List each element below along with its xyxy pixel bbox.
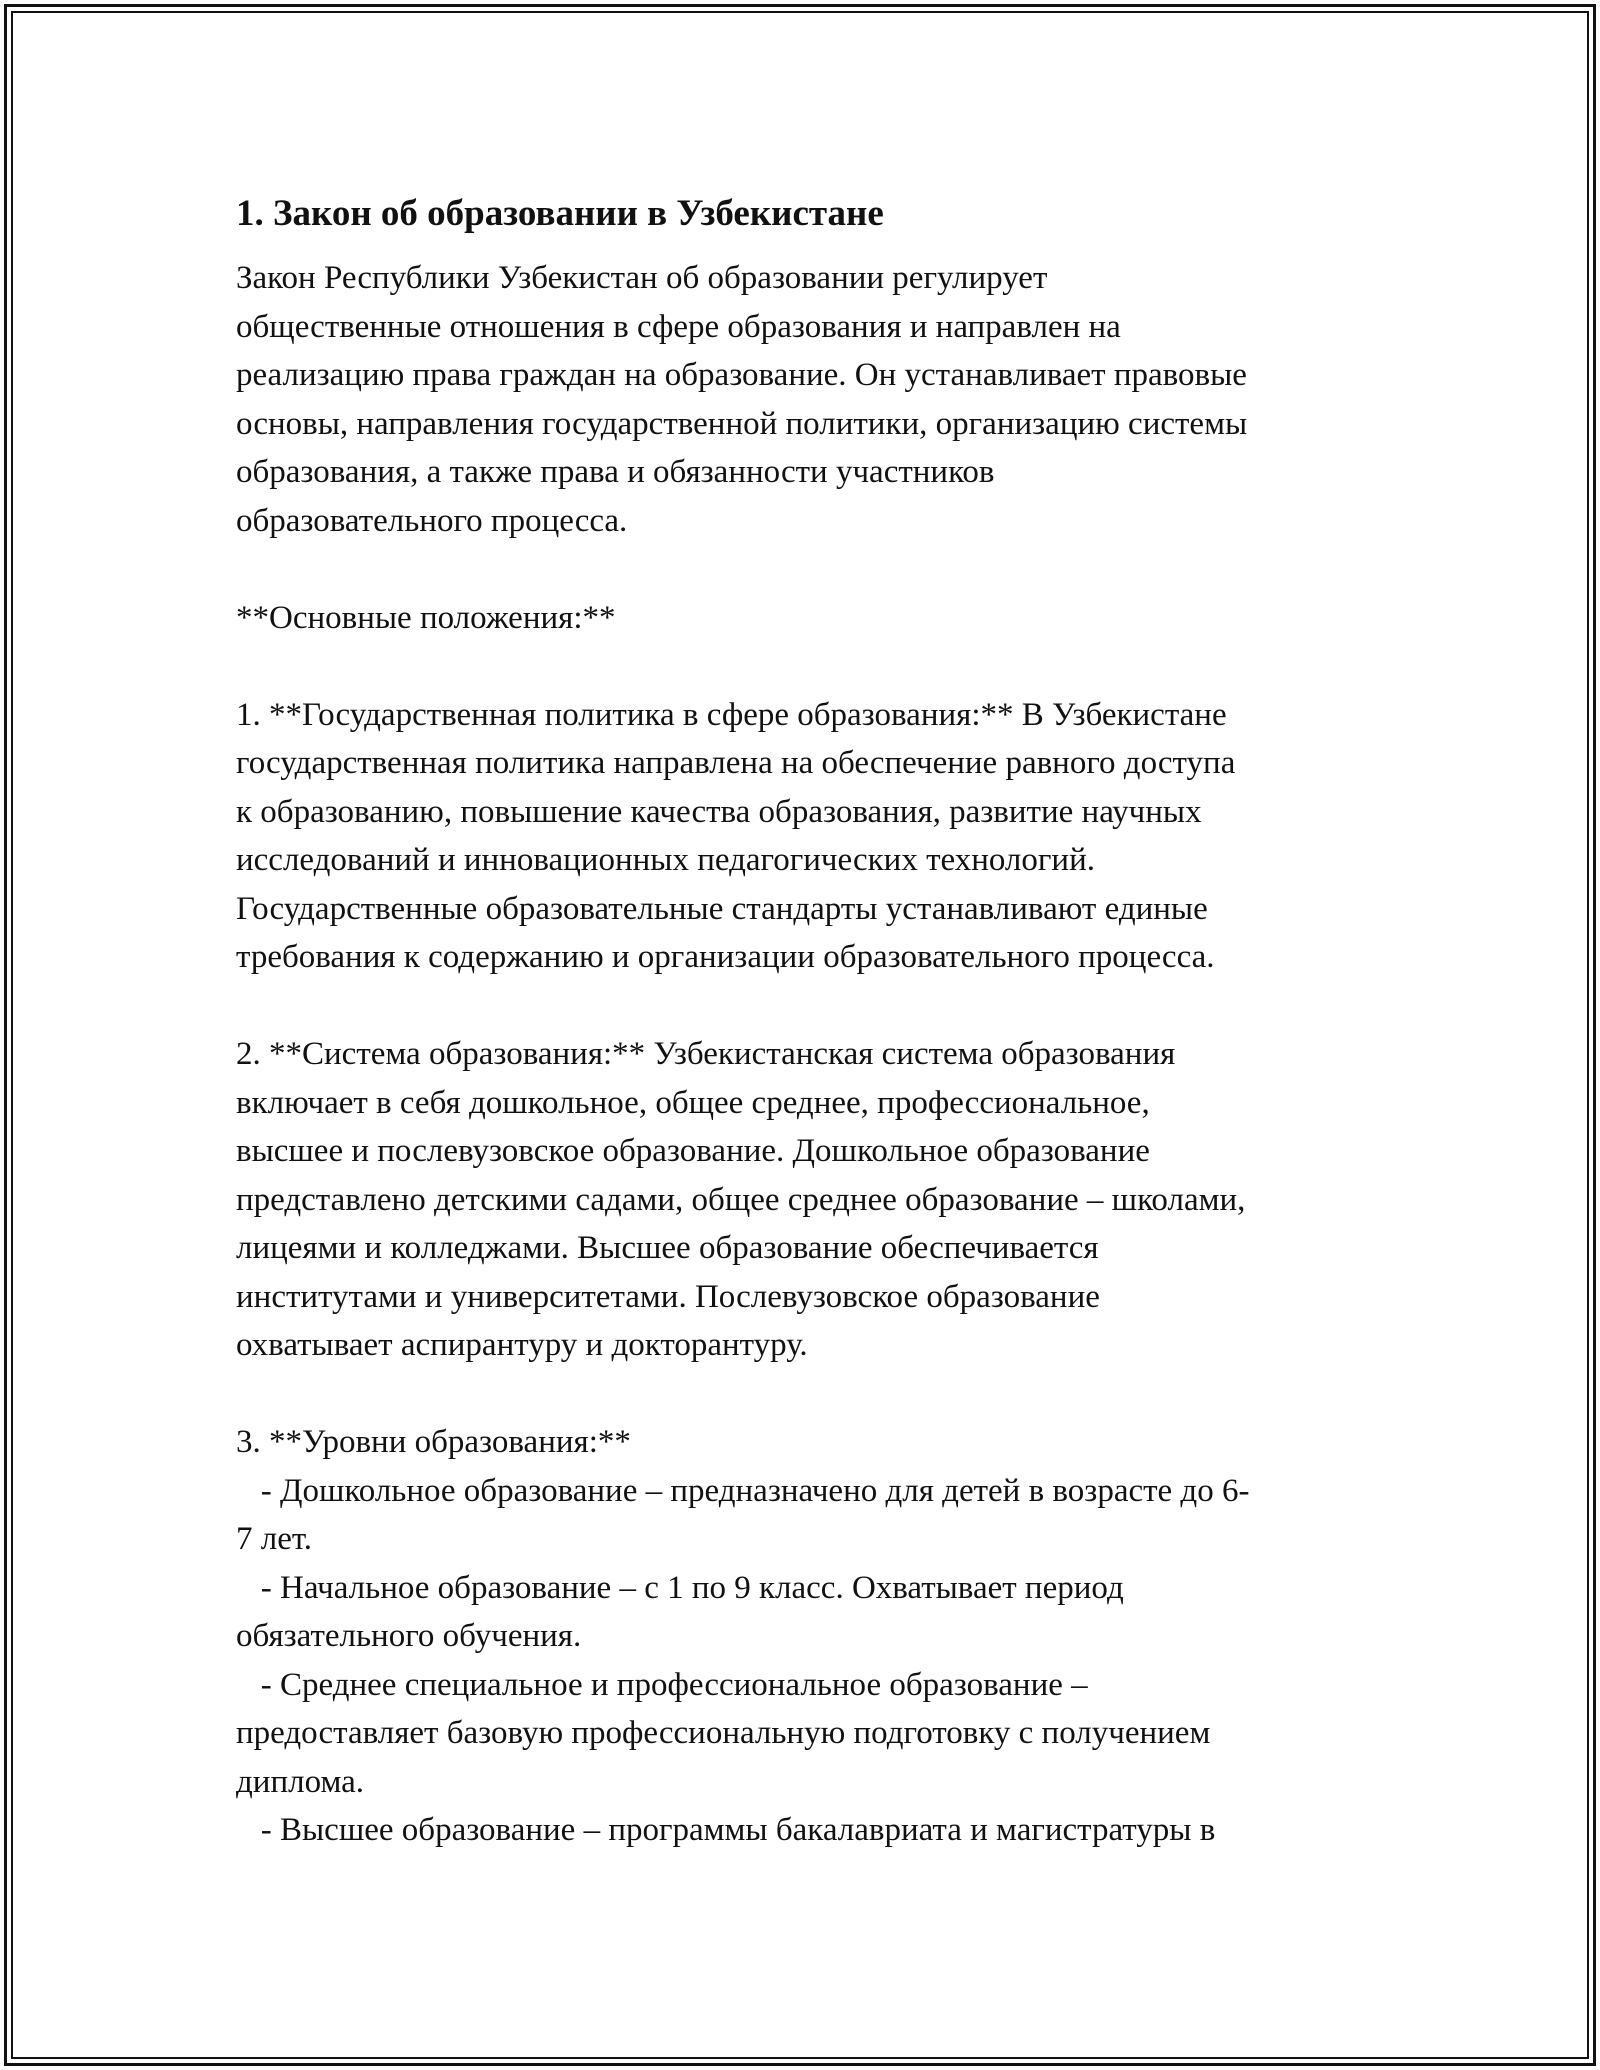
text-line: высшее и послевузовское образование. Дошкольное образование bbox=[236, 1133, 1150, 1169]
list-item-line: - Высшее образование – программы бакалавриата и магистратуры в bbox=[236, 1812, 1216, 1848]
text-line: диплома. bbox=[236, 1763, 365, 1800]
text-line: образования, а также права и обязанности участников bbox=[236, 454, 995, 490]
text-line: 3. **Уровни образования:** bbox=[236, 1424, 631, 1460]
text-line: Государственные образовательные стандарты устанавливают единые bbox=[236, 890, 1208, 927]
text-line: лицеями и колледжами. Высшее образование обеспечивается bbox=[236, 1230, 1099, 1266]
text-line: Закон Республики Узбекистан об образовании регулирует bbox=[236, 260, 1048, 296]
intro-paragraph bbox=[236, 254, 1386, 545]
text-line: 1. **Государственная политика в сфере образования:** В Узбекистане bbox=[236, 696, 1227, 733]
main-provisions-label: **Основные положения:** bbox=[236, 599, 616, 636]
text-line: 2. **Система образования:** Узбекистанская система образования bbox=[236, 1036, 1176, 1072]
point-3-paragraph bbox=[236, 1418, 1386, 1855]
text-line: институтами и университетами. Послевузовское образование bbox=[236, 1278, 1100, 1315]
text-line: общественные отношения в сфере образования и направлен на bbox=[236, 308, 1121, 345]
text-line: предоставляет базовую профессиональную подготовку с получением bbox=[236, 1715, 1211, 1751]
list-item-line: - Дошкольное образование – предназначено для детей в возрасте до 6- bbox=[236, 1472, 1250, 1509]
text-line: основы, направления государственной политики, организацию системы bbox=[236, 405, 1248, 442]
document-body bbox=[236, 186, 1386, 1855]
text-line: требования к содержанию и организации образовательного процесса. bbox=[236, 939, 1215, 975]
text-line: реализацию права граждан на образование. Он устанавливает правовые bbox=[236, 357, 1247, 393]
text-line: охватывает аспирантуру и докторантуру. bbox=[236, 1327, 808, 1363]
text-line: образовательного процесса. bbox=[236, 502, 628, 539]
text-line: исследований и инновационных педагогических технологий. bbox=[236, 842, 1095, 878]
list-item-line: - Начальное образование – с 1 по 9 класс. Охватывает период bbox=[236, 1569, 1124, 1606]
blank-line bbox=[236, 545, 1386, 594]
blank-line bbox=[236, 1370, 1386, 1419]
blank-line bbox=[236, 982, 1386, 1031]
point-1-paragraph bbox=[236, 691, 1386, 982]
section-heading: 1. Закон об образовании в Узбекистане bbox=[236, 193, 884, 234]
text-line: обязательного обучения. bbox=[236, 1618, 582, 1654]
point-2-paragraph bbox=[236, 1030, 1386, 1370]
blank-line bbox=[236, 642, 1386, 691]
text-line: к образованию, повышение качества образования, развитие научных bbox=[236, 793, 1202, 830]
list-item-line: - Среднее специальное и профессиональное образование – bbox=[236, 1666, 1088, 1703]
text-line: государственная политика направлена на обеспечение равного доступа bbox=[236, 745, 1236, 781]
text-line: 7 лет. bbox=[236, 1521, 313, 1557]
text-line: представлено детскими садами, общее среднее образование – школами, bbox=[236, 1181, 1246, 1218]
text-line: включает в себя дошкольное, общее среднее, профессиональное, bbox=[236, 1084, 1150, 1121]
